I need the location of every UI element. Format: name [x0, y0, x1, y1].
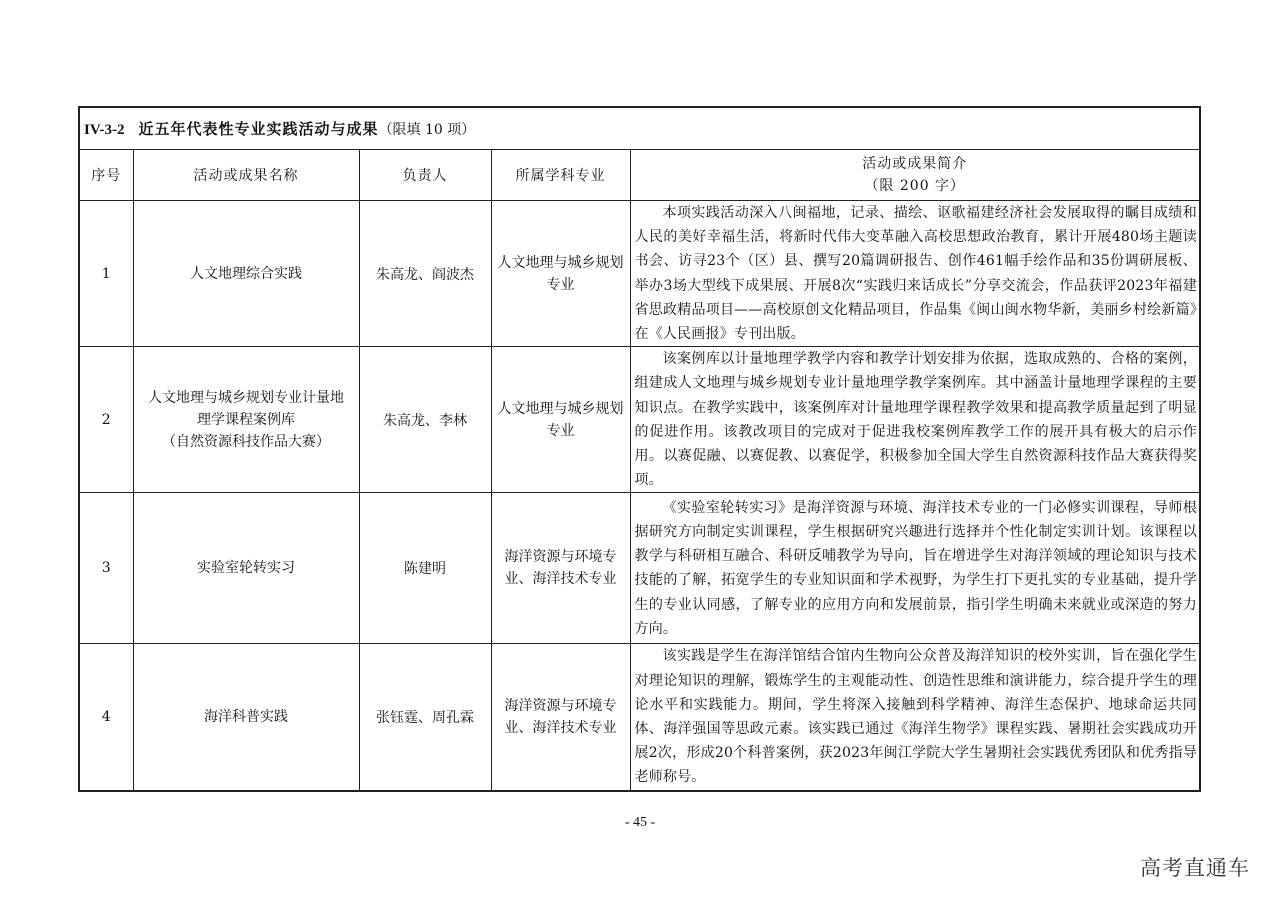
leader: 朱高龙、阎波杰: [359, 201, 491, 347]
activity-name-line: 人文地理与城乡规划专业计量地: [148, 389, 344, 406]
description-text: 本项实践活动深入八闽福地，记录、描绘、讴歌福建经济社会发展取得的瞩目成绩和人民的美好幸福生活，将新时代伟大变革融入高校思想政治教育，累计开展480场主题读书会、访寻23个（区）县、撰写20篇调研报告、创作461幅手绘作品和35份调研展板、举办3场大型线下成果展、开展8次“实践归来话成长”分享交流会，作品获评2023年福建省思政精品项目——高校原创文化精品项目，作品集《闽山闽水物华新，美丽乡村绘新篇》在《人民画报》专刊出版。: [634, 205, 1198, 343]
leader: 朱高龙、李林: [359, 347, 491, 493]
activity-description: [630, 644, 1200, 791]
row-number: 2: [79, 347, 133, 493]
table-row: [79, 347, 1200, 493]
major: 人文地理与城乡规划专业: [491, 201, 630, 347]
header-no: 序号: [79, 150, 133, 201]
header-intro-title: 活动或成果简介: [862, 156, 968, 172]
leader: 张钰霆、周孔霖: [359, 644, 491, 791]
table-row: [79, 493, 1200, 644]
major: 海洋资源与环境专业、海洋技术专业: [491, 493, 630, 644]
header-intro-limit: （限 200 字）: [864, 178, 966, 194]
activity-description: [630, 201, 1200, 347]
activity-name: [133, 644, 359, 791]
row-number: 1: [79, 201, 133, 347]
table-title-row: [79, 107, 1200, 150]
row-number: 3: [79, 493, 133, 644]
description-text: 《实验室轮转实习》是海洋资源与环境、海洋技术专业的一门必修实训课程，导师根据研究方向制定实训课程，学生根据研究兴趣进行选择并个性化制定实训计划。该课程以教学与科研相互融合、科研反哺教学为导向，旨在增进学生对海洋领域的理论知识与技术技能的了解，拓宽学生的专业知识面和学术视野，为学生打下更扎实的专业基础，提升学生的专业认同感，了解专业的应用方向和发展前景，指引学生明确未来就业或深造的努力方向。: [634, 499, 1198, 637]
practice-activities-table: [78, 106, 1201, 792]
activity-name-line: 人文地理综合实践: [190, 265, 302, 282]
header-major: 所属学科专业: [491, 150, 630, 201]
watermark-text: 高考直通车: [1140, 856, 1250, 880]
activity-name-line: 理学课程案例库: [197, 411, 295, 428]
activity-name-line: 实验室轮转实习: [197, 560, 295, 577]
major: 海洋资源与环境专业、海洋技术专业: [491, 644, 630, 791]
activity-name-line: （自然资源科技作品大赛）: [162, 433, 330, 450]
header-row: [79, 150, 1200, 201]
leader: 陈建明: [359, 493, 491, 644]
activity-name: [133, 493, 359, 644]
table-row: [79, 201, 1200, 347]
page-number: - 45 -: [624, 815, 656, 830]
row-number: 4: [79, 644, 133, 791]
activity-name: [133, 201, 359, 347]
description-text: 该实践是学生在海洋馆结合馆内生物向公众普及海洋知识的校外实训，旨在强化学生对理论知识的理解，锻炼学生的主观能动性、创造性思维和演讲能力，综合提升学生的理论水平和实践能力。期间，学生将深入接触到科学精神、海洋生态保护、地球命运共同体、海洋强国等思政元素。该实践已通过《海洋生物学》课程实践、暑期社会实践成功开展2次，形成20个科普案例，获2023年闽江学院大学生暑期社会实践优秀团队和优秀指导老师称号。: [634, 648, 1198, 786]
activity-description: [630, 347, 1200, 493]
section-title: 近五年代表性专业实践活动与成果: [138, 120, 379, 138]
major: 人文地理与城乡规划专业: [491, 347, 630, 493]
document-table-container: [78, 106, 1199, 792]
table-title-cell: [79, 107, 1200, 150]
table-row: [79, 644, 1200, 791]
section-code: IV-3-2: [84, 122, 125, 138]
activity-name-line: 海洋科普实践: [204, 709, 288, 726]
header-intro: [630, 150, 1200, 201]
activity-description: [630, 493, 1200, 644]
description-text: 该案例库以计量地理学教学内容和教学计划安排为依据，选取成熟的、合格的案例，组建成人文地理与城乡规划专业计量地理学教学案例库。其中涵盖计量地理学课程的主要知识点。在教学实践中，该案例库对计量地理学课程教学效果和提高教学质量起到了明显的促进作用。该教改项目的完成对于促进我校案例库教学工作的展开具有极大的启示作用。以赛促融、以赛促教、以赛促学，积极参加全国大学生自然资源科技作品大赛获得奖项。: [634, 351, 1198, 489]
header-leader: 负责人: [359, 150, 491, 201]
header-name: 活动或成果名称: [133, 150, 359, 201]
section-note: （限填 10 项）: [378, 122, 476, 138]
activity-name: [133, 347, 359, 493]
